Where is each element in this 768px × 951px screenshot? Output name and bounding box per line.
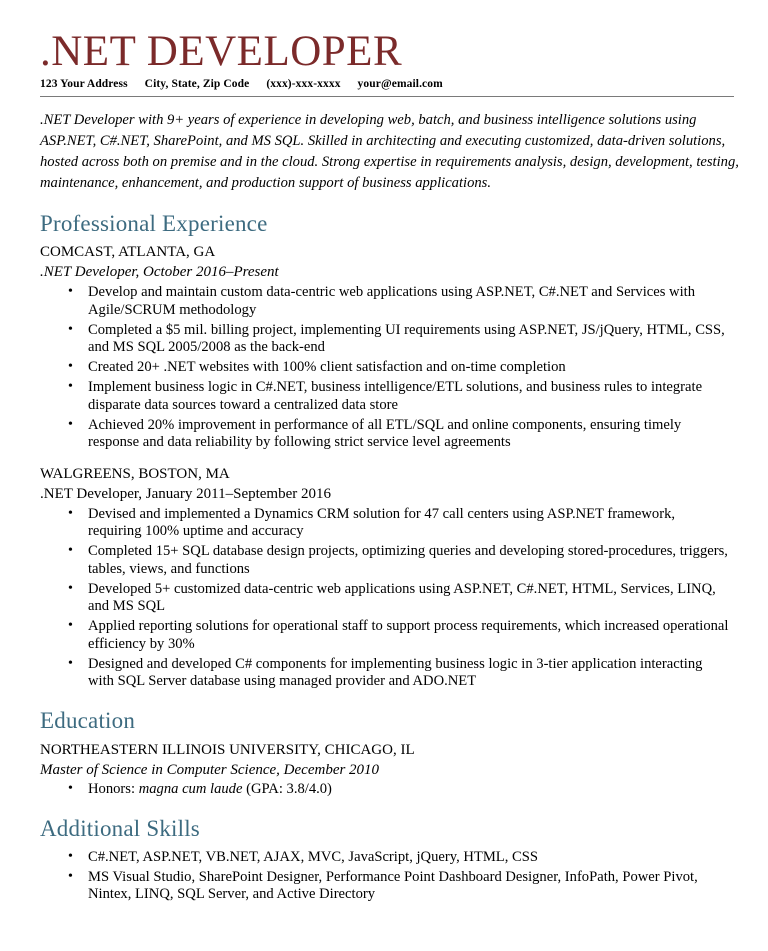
job-title-dates: .NET Developer, October 2016–Present (40, 264, 279, 281)
contact-city-state-zip: City, State, Zip Code (144, 77, 250, 90)
bullet-text: Completed 15+ SQL database design projects, optimizing queries and developing stored-procedures, triggers, tables, views, and functions (88, 543, 728, 577)
employer-name: COMCAST, ATLANTA, GA (40, 244, 216, 261)
list-item (40, 656, 730, 694)
list-item (40, 543, 730, 581)
list-item (40, 322, 730, 360)
list-item (40, 417, 730, 455)
bullet-text: Designed and developed C# components for implementing business logic in 3-tier application interacting with SQL Server database using managed provider and ADO.NET (88, 655, 703, 690)
experience-entry (40, 465, 734, 693)
honors-gpa: (GPA: 3.8/4.0) (242, 781, 332, 798)
list-item (40, 581, 730, 619)
school-name: NORTHEASTERN ILLINOIS UNIVERSITY, CHICAGO, IL (40, 741, 415, 758)
bullet-text: Applied reporting solutions for operational staff to support process requirements, which increased operational efficiency by 30% (88, 618, 729, 652)
list-item (40, 359, 730, 379)
list-item (40, 284, 730, 322)
experience-bullet-list (40, 506, 734, 694)
contact-line (40, 78, 734, 96)
list-item (40, 781, 730, 801)
list-item (40, 618, 730, 656)
header-divider (40, 96, 734, 97)
contact-email: your@email.com (357, 77, 443, 90)
bullet-text: Achieved 20% improvement in performance of all ETL/SQL and online components, ensuring timely response and data reliability by following strict service level agreements (88, 416, 682, 451)
section-heading-education: Education (40, 708, 136, 734)
honors-emphasis: magna cum laude (138, 781, 243, 798)
list-item (40, 379, 730, 417)
bullet-text: C#.NET, ASP.NET, VB.NET, AJAX, MVC, JavaScript, jQuery, HTML, CSS (88, 848, 538, 865)
skills-bullet-list (40, 849, 734, 907)
degree-and-date: Master of Science in Computer Science, December 2010 (40, 761, 380, 778)
bullet-text: Implement business logic in C#.NET, business intelligence/ETL solutions, and business rules to integrate disparate data sources toward a centralized data store (88, 379, 703, 413)
bullet-text: Devised and implemented a Dynamics CRM solution for 47 call centers using ASP.NET framework, requiring 100% uptime and accuracy (88, 505, 676, 540)
section-heading-experience: Professional Experience (40, 210, 268, 236)
bullet-text: Develop and maintain custom data-centric web applications using ASP.NET, C#.NET and Services with Agile/SCRUM methodology (88, 284, 696, 318)
list-item (40, 506, 730, 544)
list-item (40, 849, 730, 869)
section-heading-skills: Additional Skills (40, 816, 200, 842)
employer-name: WALGREENS, BOSTON, MA (40, 466, 230, 483)
section-professional-experience (40, 210, 734, 693)
contact-address: 123 Your Address (40, 77, 128, 90)
education-bullet-list (40, 781, 734, 801)
job-title-dates: .NET Developer, January 2011–September 2016 (40, 485, 331, 502)
bullet-text: Completed a $5 mil. billing project, implementing UI requirements using ASP.NET, JS/jQuery, HTML, CSS, and MS SQL 2005/2008 as the back-end (88, 321, 725, 356)
experience-bullet-list (40, 284, 734, 454)
bullet-text: Created 20+ .NET websites with 100% client satisfaction and on-time completion (88, 359, 566, 376)
honors-label: Honors: (88, 781, 139, 798)
contact-phone: (xxx)-xxx-xxxx (266, 77, 341, 90)
professional-summary: .NET Developer with 9+ years of experience in developing web, batch, and business intelligence solutions using ASP.NET, C#.NET, SharePoint, and MS SQL. Skilled in architecting and executing customized, data-driven solutions, hosted across both on premise and in the cloud. Strong expertise in requirements analysis, design, development, testing, maintenance, enhancement, and production support of business applications. (40, 111, 739, 191)
candidate-name: .NET DEVELOPER (40, 28, 403, 75)
section-education (40, 707, 734, 801)
bullet-text: Developed 5+ customized data-centric web applications using ASP.NET, C#.NET, HTML, Services, LINQ, and MS SQL (88, 580, 716, 615)
section-additional-skills (40, 815, 734, 906)
experience-entry (40, 243, 734, 454)
bullet-text: MS Visual Studio, SharePoint Designer, Performance Point Dashboard Designer, InfoPath, Power Pivot, Nintex, LINQ, SQL Server, and Active Directory (88, 868, 698, 903)
list-item (40, 869, 730, 907)
